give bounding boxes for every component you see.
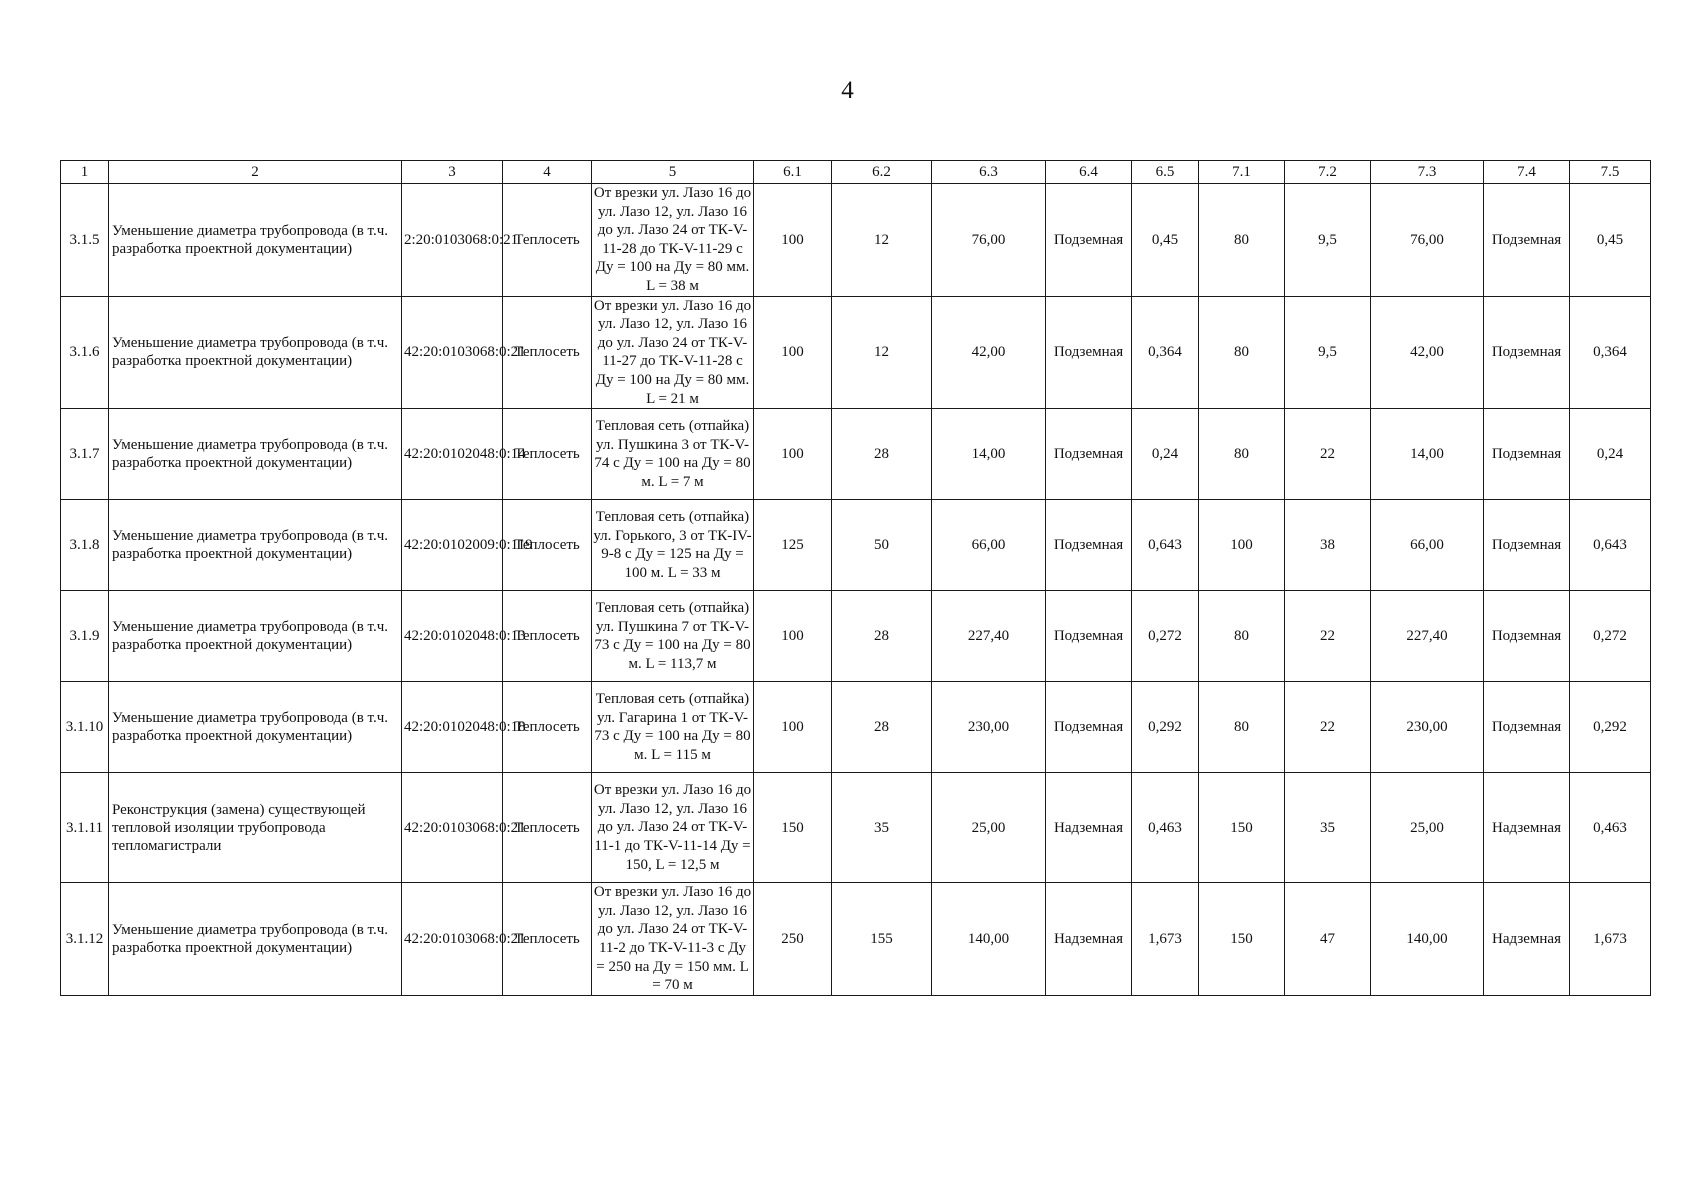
cell-6-4: Надземная xyxy=(1046,883,1132,996)
work-name: Уменьшение диаметра трубопровода (в т.ч. разработка проектной документации) xyxy=(109,883,402,996)
cadastral-number: 42:20:0102048:0:18 xyxy=(402,682,503,773)
cell-7-2: 9,5 xyxy=(1285,184,1371,297)
work-name: Уменьшение диаметра трубопровода (в т.ч. разработка проектной документации) xyxy=(109,500,402,591)
cell-7-2: 22 xyxy=(1285,591,1371,682)
cadastral-number: 42:20:0102009:0:119 xyxy=(402,500,503,591)
cell-6-1: 100 xyxy=(754,682,832,773)
work-name: Реконструкция (замена) существующей тепловой изоляции трубопровода тепломагистрали xyxy=(109,773,402,883)
project-table xyxy=(60,160,1651,996)
cell-6-1: 250 xyxy=(754,883,832,996)
column-header: 7.5 xyxy=(1570,161,1651,184)
page-number: 4 xyxy=(841,77,854,104)
cell-7-2: 47 xyxy=(1285,883,1371,996)
item-number: 3.1.12 xyxy=(61,883,109,996)
cell-7-3: 230,00 xyxy=(1371,682,1484,773)
cell-6-4: Подземная xyxy=(1046,500,1132,591)
cell-6-5: 0,45 xyxy=(1132,184,1199,297)
cell-6-2: 35 xyxy=(832,773,932,883)
cell-6-2: 28 xyxy=(832,591,932,682)
column-header: 6.4 xyxy=(1046,161,1132,184)
cadastral-number: 42:20:0103068:0:21 xyxy=(402,773,503,883)
cell-7-5: 0,364 xyxy=(1570,296,1651,409)
cell-7-5: 0,463 xyxy=(1570,773,1651,883)
column-header: 6.3 xyxy=(932,161,1046,184)
cell-6-5: 0,463 xyxy=(1132,773,1199,883)
item-number: 3.1.8 xyxy=(61,500,109,591)
cell-7-5: 0,272 xyxy=(1570,591,1651,682)
cell-7-3: 42,00 xyxy=(1371,296,1484,409)
cell-6-1: 100 xyxy=(754,184,832,297)
cadastral-number: 2:20:0103068:0:21 xyxy=(402,184,503,297)
cell-6-3: 76,00 xyxy=(932,184,1046,297)
cell-6-5: 0,24 xyxy=(1132,409,1199,500)
section-description: Тепловая сеть (отпайка) ул. Пушкина 3 от ТК-V-74 с Ду = 100 на Ду = 80 м. L = 7 м xyxy=(592,409,754,500)
cell-6-4: Подземная xyxy=(1046,682,1132,773)
item-number: 3.1.7 xyxy=(61,409,109,500)
table-row xyxy=(61,296,1651,409)
object-type: Теплосеть xyxy=(503,883,592,996)
cell-7-5: 0,45 xyxy=(1570,184,1651,297)
cell-6-1: 100 xyxy=(754,591,832,682)
column-header: 7.2 xyxy=(1285,161,1371,184)
cell-7-5: 0,292 xyxy=(1570,682,1651,773)
cell-7-4: Подземная xyxy=(1484,682,1570,773)
cell-7-1: 80 xyxy=(1199,409,1285,500)
cell-6-3: 25,00 xyxy=(932,773,1046,883)
cell-6-2: 12 xyxy=(832,184,932,297)
work-name: Уменьшение диаметра трубопровода (в т.ч. разработка проектной документации) xyxy=(109,409,402,500)
item-number: 3.1.11 xyxy=(61,773,109,883)
cell-7-3: 76,00 xyxy=(1371,184,1484,297)
work-name: Уменьшение диаметра трубопровода (в т.ч. разработка проектной документации) xyxy=(109,591,402,682)
cell-6-5: 1,673 xyxy=(1132,883,1199,996)
cell-7-4: Подземная xyxy=(1484,296,1570,409)
cell-6-2: 50 xyxy=(832,500,932,591)
section-description: От врезки ул. Лазо 16 до ул. Лазо 12, ул. Лазо 16 до ул. Лазо 24 от ТК-V-11-2 до ТК-V-11-3 с Ду = 250 на Ду = 150 мм. L = 70 м xyxy=(592,883,754,996)
cell-7-5: 1,673 xyxy=(1570,883,1651,996)
cell-6-4: Подземная xyxy=(1046,296,1132,409)
table-row xyxy=(61,682,1651,773)
object-type: Теплосеть xyxy=(503,296,592,409)
cell-6-4: Надземная xyxy=(1046,773,1132,883)
object-type: Теплосеть xyxy=(503,500,592,591)
section-description: Тепловая сеть (отпайка) ул. Горького, 3 от ТК-IV-9-8 с Ду = 125 на Ду = 100 м. L = 33 м xyxy=(592,500,754,591)
item-number: 3.1.10 xyxy=(61,682,109,773)
cell-7-4: Подземная xyxy=(1484,409,1570,500)
section-description: От врезки ул. Лазо 16 до ул. Лазо 12, ул. Лазо 16 до ул. Лазо 24 от ТК-V-11-28 до ТК-V-11-29 с Ду = 100 на Ду = 80 мм. L = 38 м xyxy=(592,184,754,297)
cell-6-1: 100 xyxy=(754,409,832,500)
cell-6-3: 14,00 xyxy=(932,409,1046,500)
cell-6-5: 0,292 xyxy=(1132,682,1199,773)
cell-7-2: 22 xyxy=(1285,409,1371,500)
cell-7-4: Надземная xyxy=(1484,883,1570,996)
cadastral-number: 42:20:0103068:0:21 xyxy=(402,296,503,409)
cell-7-4: Надземная xyxy=(1484,773,1570,883)
column-header: 7.3 xyxy=(1371,161,1484,184)
cadastral-number: 42:20:0103068:0:21 xyxy=(402,883,503,996)
object-type: Теплосеть xyxy=(503,184,592,297)
object-type: Теплосеть xyxy=(503,409,592,500)
cell-7-1: 80 xyxy=(1199,682,1285,773)
cell-7-2: 9,5 xyxy=(1285,296,1371,409)
cell-7-3: 66,00 xyxy=(1371,500,1484,591)
column-header: 2 xyxy=(109,161,402,184)
cell-6-2: 28 xyxy=(832,682,932,773)
table-row xyxy=(61,409,1651,500)
cell-6-3: 227,40 xyxy=(932,591,1046,682)
cadastral-number: 42:20:0102048:0:14 xyxy=(402,409,503,500)
cell-6-5: 0,272 xyxy=(1132,591,1199,682)
cell-6-2: 155 xyxy=(832,883,932,996)
cell-7-1: 80 xyxy=(1199,296,1285,409)
cell-7-1: 150 xyxy=(1199,773,1285,883)
column-header: 5 xyxy=(592,161,754,184)
cell-7-2: 38 xyxy=(1285,500,1371,591)
cadastral-number: 42:20:0102048:0:13 xyxy=(402,591,503,682)
item-number: 3.1.9 xyxy=(61,591,109,682)
cell-7-5: 0,643 xyxy=(1570,500,1651,591)
cell-6-4: Подземная xyxy=(1046,184,1132,297)
cell-6-2: 28 xyxy=(832,409,932,500)
table-row xyxy=(61,773,1651,883)
section-description: От врезки ул. Лазо 16 до ул. Лазо 12, ул. Лазо 16 до ул. Лазо 24 от ТК-V-11-1 до ТК-V-11-14 Ду = 150, L = 12,5 м xyxy=(592,773,754,883)
cell-7-1: 80 xyxy=(1199,184,1285,297)
column-header: 1 xyxy=(61,161,109,184)
column-header: 6.2 xyxy=(832,161,932,184)
work-name: Уменьшение диаметра трубопровода (в т.ч. разработка проектной документации) xyxy=(109,682,402,773)
cell-6-4: Подземная xyxy=(1046,409,1132,500)
work-name: Уменьшение диаметра трубопровода (в т.ч. разработка проектной документации) xyxy=(109,296,402,409)
object-type: Теплосеть xyxy=(503,773,592,883)
header-row xyxy=(61,161,1651,184)
cell-6-5: 0,364 xyxy=(1132,296,1199,409)
cell-6-3: 66,00 xyxy=(932,500,1046,591)
cell-7-2: 22 xyxy=(1285,682,1371,773)
table-row xyxy=(61,591,1651,682)
cell-6-5: 0,643 xyxy=(1132,500,1199,591)
cell-6-2: 12 xyxy=(832,296,932,409)
object-type: Теплосеть xyxy=(503,591,592,682)
column-header: 4 xyxy=(503,161,592,184)
table-row xyxy=(61,500,1651,591)
cell-7-1: 80 xyxy=(1199,591,1285,682)
cell-7-1: 150 xyxy=(1199,883,1285,996)
cell-7-4: Подземная xyxy=(1484,591,1570,682)
column-header: 7.1 xyxy=(1199,161,1285,184)
cell-6-1: 125 xyxy=(754,500,832,591)
cell-6-1: 100 xyxy=(754,296,832,409)
cell-7-4: Подземная xyxy=(1484,500,1570,591)
cell-7-4: Подземная xyxy=(1484,184,1570,297)
item-number: 3.1.6 xyxy=(61,296,109,409)
object-type: Теплосеть xyxy=(503,682,592,773)
cell-7-3: 25,00 xyxy=(1371,773,1484,883)
cell-7-2: 35 xyxy=(1285,773,1371,883)
column-header: 6.5 xyxy=(1132,161,1199,184)
cell-7-1: 100 xyxy=(1199,500,1285,591)
cell-7-3: 227,40 xyxy=(1371,591,1484,682)
section-description: От врезки ул. Лазо 16 до ул. Лазо 12, ул. Лазо 16 до ул. Лазо 24 от ТК-V-11-27 до ТК-V-11-28 с Ду = 100 на Ду = 80 мм. L = 21 м xyxy=(592,296,754,409)
column-header: 3 xyxy=(402,161,503,184)
item-number: 3.1.5 xyxy=(61,184,109,297)
cell-6-3: 140,00 xyxy=(932,883,1046,996)
table-row xyxy=(61,184,1651,297)
column-header: 6.1 xyxy=(754,161,832,184)
cell-6-1: 150 xyxy=(754,773,832,883)
cell-7-5: 0,24 xyxy=(1570,409,1651,500)
section-description: Тепловая сеть (отпайка) ул. Гагарина 1 от ТК-V-73 с Ду = 100 на Ду = 80 м. L = 115 м xyxy=(592,682,754,773)
cell-6-3: 230,00 xyxy=(932,682,1046,773)
cell-6-3: 42,00 xyxy=(932,296,1046,409)
work-name: Уменьшение диаметра трубопровода (в т.ч. разработка проектной документации) xyxy=(109,184,402,297)
table-row xyxy=(61,883,1651,996)
cell-6-4: Подземная xyxy=(1046,591,1132,682)
column-header: 7.4 xyxy=(1484,161,1570,184)
section-description: Тепловая сеть (отпайка) ул. Пушкина 7 от ТК-V-73 с Ду = 100 на Ду = 80 м. L = 113,7 м xyxy=(592,591,754,682)
cell-7-3: 14,00 xyxy=(1371,409,1484,500)
cell-7-3: 140,00 xyxy=(1371,883,1484,996)
